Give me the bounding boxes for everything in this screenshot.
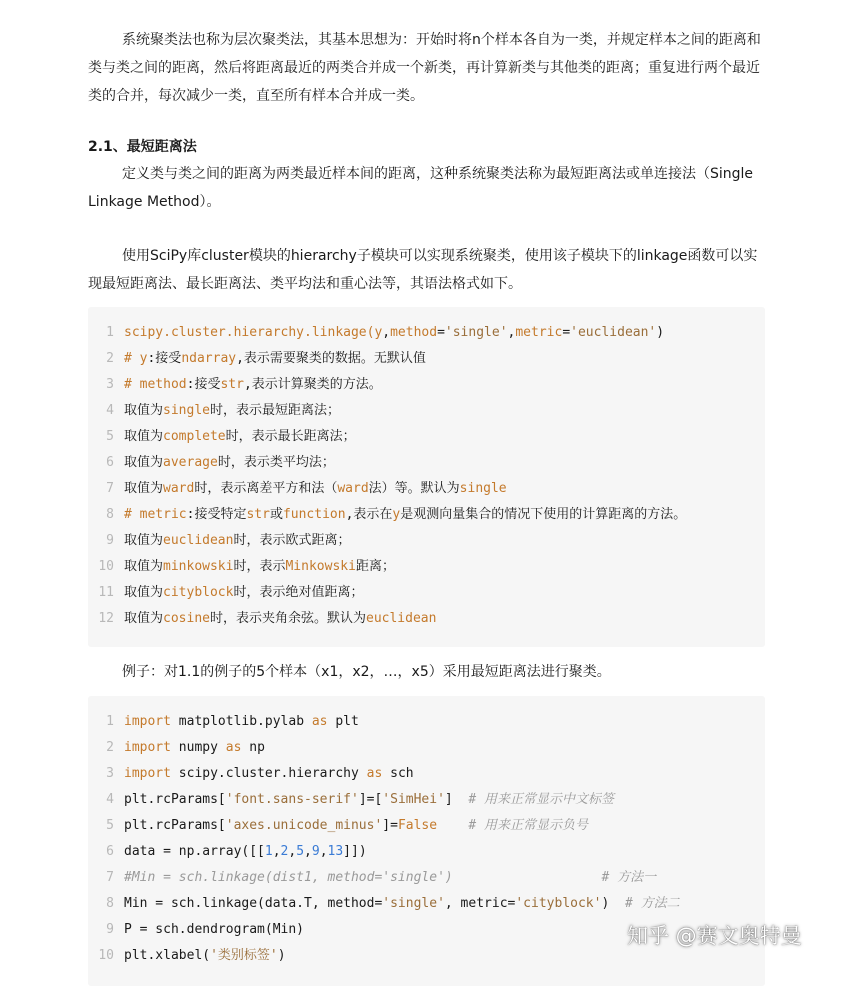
code-token: Minkowski: [285, 559, 356, 574]
line-number: 3: [106, 377, 114, 392]
code-token: average: [163, 455, 218, 470]
code-token: data = np.array([[: [124, 844, 265, 859]
code-token: single: [459, 481, 507, 496]
code-token: 取值为: [124, 403, 164, 418]
code-token: single: [163, 403, 210, 418]
code-token: 时，表示离差平方和法（: [194, 481, 338, 496]
code-token: ): [656, 325, 665, 340]
code-token: str: [246, 507, 270, 522]
line-number: 2: [106, 351, 114, 366]
code-token: 时，表示: [233, 559, 286, 574]
code-comment: #Min = sch.linkage(dist1, method='single'): [124, 870, 453, 885]
code-line: [88, 787, 765, 813]
code-line: [88, 709, 765, 735]
code-token: np: [241, 740, 265, 755]
line-number: 5: [106, 818, 114, 833]
code-token: :接受特定: [186, 507, 247, 522]
line-number: 3: [106, 766, 114, 781]
code-token: 取值为: [124, 559, 164, 574]
code-line: [88, 606, 765, 632]
code-token: #: [124, 351, 140, 366]
line-number: 5: [106, 429, 114, 444]
line-number: 4: [106, 792, 114, 807]
code-token: y: [392, 507, 401, 522]
code-token: scipy.cluster.hierarchy.linkage(: [124, 325, 375, 340]
line-number: 7: [106, 870, 114, 885]
code-token: metric: [139, 507, 187, 522]
zhihu-watermark: 知乎 @赛文奥特曼: [627, 924, 802, 948]
code-token: =: [562, 325, 571, 340]
code-token: plt.xlabel(: [124, 948, 211, 963]
code-token: 取值为: [124, 611, 164, 626]
code-token: euclidean: [163, 533, 234, 548]
code-token: plt: [327, 714, 359, 729]
code-token: ): [277, 948, 286, 963]
code-string: '类别标签': [210, 948, 278, 963]
code-token: euclidean: [366, 611, 437, 626]
section-definition-paragraph: 定义类与类之间的距离为两类最近样本间的距离，这种系统聚类法称为最短距离法或单连接法（Single Linkage Method）。: [88, 166, 754, 210]
line-number: 1: [106, 325, 114, 340]
line-number: 2: [106, 740, 114, 755]
code-token: #: [124, 507, 140, 522]
code-line: [88, 813, 765, 839]
code-keyword: as: [225, 740, 242, 755]
code-comment: # 方法二: [624, 896, 680, 911]
line-number: 12: [98, 611, 114, 626]
code-line: [88, 320, 765, 346]
code-comment: # 用来正常显示负号: [468, 818, 589, 833]
code-string: 'axes.unicode_minus': [225, 818, 383, 833]
code-token: ]: [444, 792, 469, 807]
code-comment: # 用来正常显示中文标签: [468, 792, 615, 807]
code-line: [88, 372, 765, 398]
code-token: 时，表示绝对值距离；: [233, 585, 364, 600]
code-token: 时，表示类平均法；: [217, 455, 335, 470]
line-number: 6: [106, 844, 114, 859]
code-number: 2: [280, 844, 289, 859]
code-token: minkowski: [163, 559, 234, 574]
code-token: 法）等。默认为: [368, 481, 460, 496]
code-token: ,: [507, 325, 516, 340]
section-usage-paragraph: 使用SciPy库cluster模块的hierarchy子模块可以实现系统聚类，使用该子模块下的linkage函数可以实现最短距离法、最长距离法、类平均法和重心法等，其语法格式如下。: [88, 248, 758, 292]
code-token: 取值为: [124, 429, 164, 444]
code-line: [88, 424, 765, 450]
code-token: y: [374, 325, 383, 340]
code-token: ,表示在: [345, 507, 393, 522]
line-number: 4: [106, 403, 114, 418]
code-line: [88, 839, 765, 865]
code-token: Min = sch.linkage(data.T, method=: [124, 896, 383, 911]
code-token: 时，表示最长距离法；: [225, 429, 356, 444]
code-token: :接受: [147, 351, 182, 366]
code-token: complete: [163, 429, 226, 444]
code-token: cosine: [163, 611, 210, 626]
code-token: 取值为: [124, 455, 164, 470]
line-number: 11: [98, 585, 114, 600]
code-token: ,: [382, 325, 391, 340]
section-heading: 2.1、最短距离法: [88, 139, 197, 155]
code-token: ndarray: [181, 351, 237, 366]
code-token: 取值为: [124, 585, 164, 600]
line-number: 8: [106, 896, 114, 911]
code-string: 'single': [444, 325, 508, 340]
code-line: [88, 476, 765, 502]
code-token: 距离；: [355, 559, 395, 574]
code-token: cityblock: [163, 585, 234, 600]
code-line: [88, 450, 765, 476]
code-line: [88, 346, 765, 372]
line-number: 8: [106, 507, 114, 522]
code-token: =: [437, 325, 445, 340]
code-token: method: [139, 377, 187, 392]
code-token: metric: [515, 325, 563, 340]
code-token: 取值为: [124, 533, 164, 548]
code-token: 时，表示欧式距离；: [233, 533, 351, 548]
code-token: function: [282, 507, 346, 522]
code-token: str: [220, 377, 244, 392]
code-token: P = sch.dendrogram(Min): [124, 922, 305, 937]
code-line: [88, 580, 765, 606]
code-line: [88, 891, 765, 917]
code-token: 时，表示最短距离法；: [209, 403, 340, 418]
line-number: 9: [106, 922, 114, 937]
code-token: plt.rcParams[: [124, 818, 226, 833]
code-line: [88, 735, 765, 761]
code-token: ward: [337, 481, 369, 496]
code-line: [88, 528, 765, 554]
code-line: [88, 554, 765, 580]
code-token: #: [124, 377, 140, 392]
line-number: 6: [106, 455, 114, 470]
code-keyword: False: [397, 818, 438, 833]
line-number: 10: [98, 948, 114, 963]
code-number: 9: [311, 844, 320, 859]
code-token: method: [390, 325, 438, 340]
code-token: ]]): [343, 844, 367, 859]
intro-paragraph: 系统聚类法也称为层次聚类法，其基本思想为：开始时将n个样本各自为一类，并规定样本之间的距离和类与类之间的距离，然后将距离最近的两类合并成一个新类，再计算新类与其他类的距离；重复进行两个最近类的合并，每次减少一类，直至所有样本合并成一类。: [88, 32, 761, 104]
code-line: [88, 398, 765, 424]
code-token: 取值为: [124, 481, 164, 496]
code-string: 'SimHei': [382, 792, 445, 807]
code-token: plt.rcParams[: [124, 792, 226, 807]
code-keyword: as: [311, 714, 328, 729]
code-string: 'single': [382, 896, 445, 911]
code-block-linkage-syntax: [88, 307, 765, 647]
code-number: 5: [296, 844, 305, 859]
code-token: :接受: [186, 377, 221, 392]
code-line: [88, 502, 765, 528]
code-token: ward: [163, 481, 195, 496]
code-token: ,: [304, 844, 312, 859]
line-number: 9: [106, 533, 114, 548]
code-keyword: import: [124, 714, 171, 729]
code-number: 1: [264, 844, 273, 859]
code-token: , metric=: [444, 896, 516, 911]
code-token: [437, 818, 468, 833]
code-token: ,: [319, 844, 328, 859]
code-token: scipy.cluster.hierarchy: [170, 766, 367, 781]
code-string: 'font.sans-serif': [225, 792, 359, 807]
code-token: ,表示计算聚类的方法。: [243, 377, 382, 392]
code-string: 'cityblock': [515, 896, 602, 911]
code-keyword: as: [366, 766, 383, 781]
code-keyword: import: [124, 766, 171, 781]
code-line: [88, 865, 765, 891]
code-token: matplotlib.pylab: [170, 714, 312, 729]
code-token: 或: [269, 507, 283, 522]
code-token: ): [601, 896, 625, 911]
code-token: 是观测向量集合的情况下使用的计算距离的方法。: [400, 507, 687, 522]
code-string: 'euclidean': [570, 325, 657, 340]
code-token: ]=: [382, 818, 398, 833]
code-number: 13: [327, 844, 344, 859]
code-token: y: [139, 351, 148, 366]
code-token: 时，表示夹角余弦。默认为: [209, 611, 366, 626]
code-keyword: import: [124, 740, 171, 755]
line-number: 1: [106, 714, 114, 729]
code-line: [88, 761, 765, 787]
code-token: ,: [272, 844, 281, 859]
code-token: ,: [288, 844, 297, 859]
line-number: 10: [98, 559, 114, 574]
code-token: ]=[: [358, 792, 383, 807]
code-token: sch: [382, 766, 414, 781]
code-token: ,表示需要聚类的数据。无默认值: [236, 351, 426, 366]
example-paragraph: 例子：对1.1的例子的5个样本（x1，x2，…，x5）采用最短距离法进行聚类。: [122, 664, 611, 680]
code-token: numpy: [170, 740, 226, 755]
line-number: 7: [106, 481, 114, 496]
code-comment: # 方法一: [452, 870, 657, 885]
